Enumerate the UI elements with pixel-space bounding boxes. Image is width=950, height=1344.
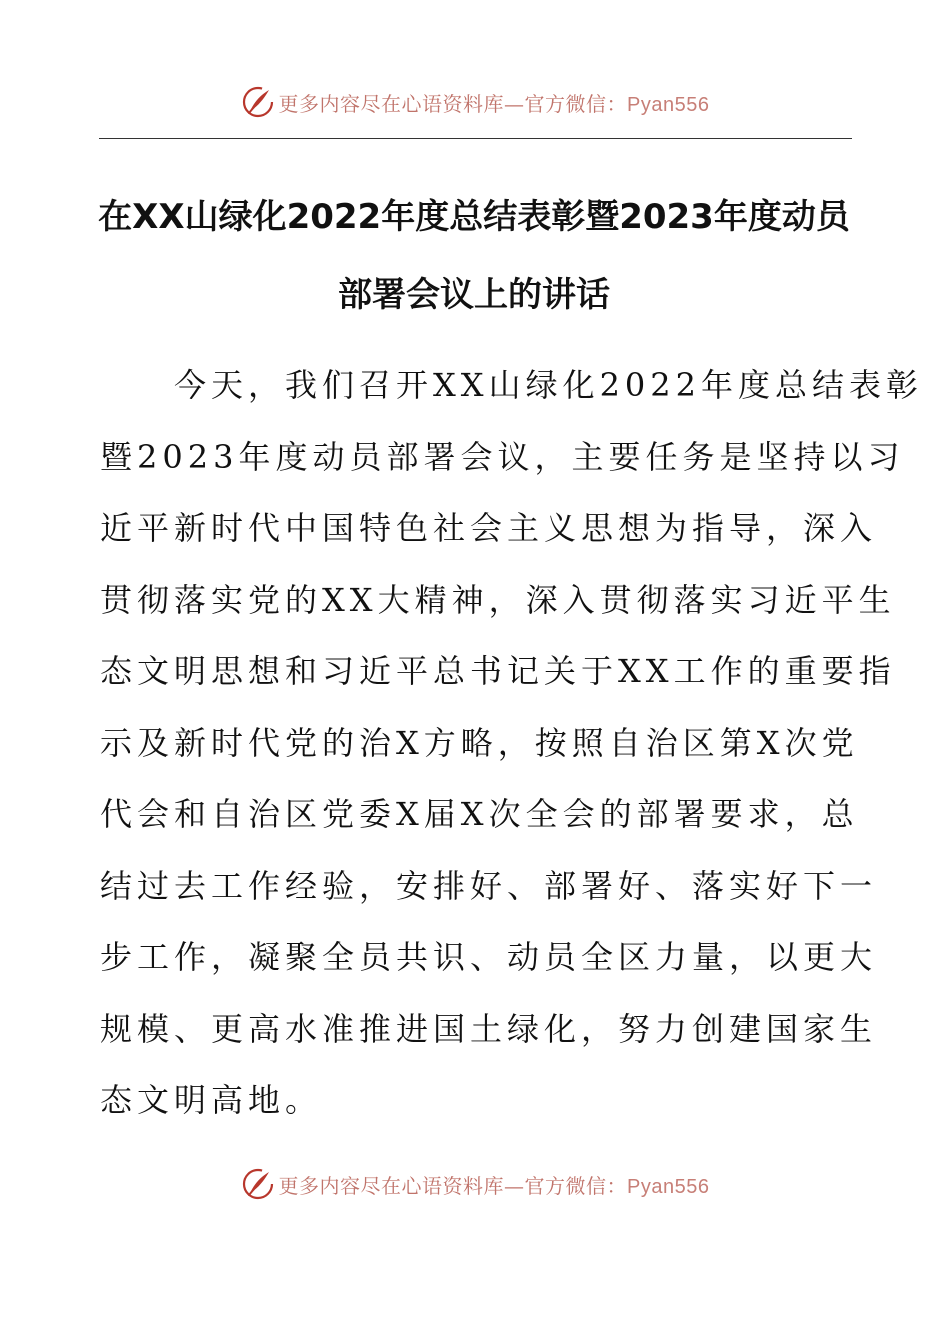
footer-watermark-banner [0, 1164, 950, 1204]
document-title [98, 178, 850, 334]
body-line: 贯彻落实党的XX大精神，深入贯彻落实习近平生 [100, 580, 896, 619]
title-line: 在XX山绿化2022年度总结表彰暨2023年度动员 [98, 197, 850, 237]
header-divider [99, 138, 852, 139]
body-line: 今天，我们召开XX山绿化2022年度总结表彰 [100, 366, 924, 404]
body-line: 结过去工作经验，安排好、部署好、落实好下一 [100, 866, 878, 905]
header-watermark-banner [0, 82, 950, 122]
title-line: 部署会议上的讲话 [338, 275, 610, 315]
body-line: 近平新时代中国特色社会主义思想为指导，深入 [100, 509, 878, 547]
quill-pen-logo-icon [241, 1167, 275, 1201]
body-line: 态文明高地。 [100, 1081, 323, 1119]
body-line: 暨2023年度动员部署会议，主要任务是坚持以习 [100, 437, 905, 476]
body-line: 态文明思想和习近平总书记关于XX工作的重要指 [100, 652, 896, 690]
wechat-id: Pyan556 [627, 93, 710, 116]
body-line: 规模、更高水准推进国土绿化，努力创建国家生 [100, 1009, 878, 1048]
document-body-paragraph [100, 350, 924, 1137]
body-line: 示及新时代党的治X方略，按照自治区第X次党 [100, 723, 859, 762]
body-line: 代会和自治区党委X届X次全会的部署要求，总 [100, 795, 859, 833]
quill-pen-logo-icon [241, 85, 275, 119]
wechat-id: Pyan556 [627, 1175, 710, 1198]
footer-watermark-text: 更多内容尽在心语资料库—官方微信：Pyan556 [278, 1173, 710, 1198]
header-watermark-text: 更多内容尽在心语资料库—官方微信：Pyan556 [278, 91, 710, 116]
body-line: 步工作，凝聚全员共识、动员全区力量，以更大 [100, 938, 878, 976]
